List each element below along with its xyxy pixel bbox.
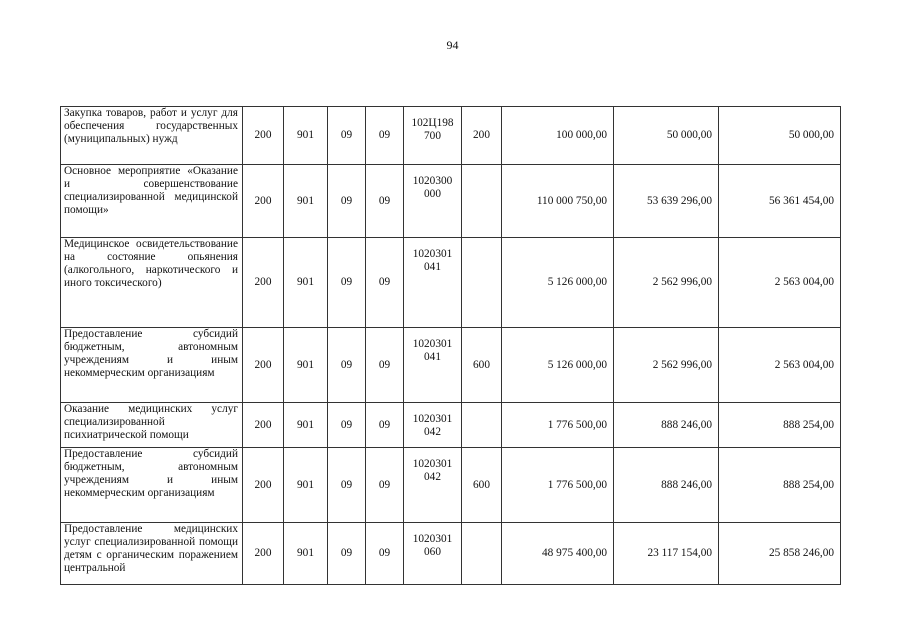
table-cell-expense-type — [462, 403, 502, 448]
table-cell-name: Основное мероприятие «Оказание и совершенствование специализированной медицинской помощи» — [61, 165, 243, 238]
table-cell-name: Предоставление медицинских услуг специализированной помощи детям с органическим поражением центральной — [61, 523, 243, 585]
table-cell-code: 200 — [243, 448, 284, 523]
table-cell-target-article: 1020301 042 — [404, 448, 462, 523]
table-cell-expense-type: 600 — [462, 328, 502, 403]
table-cell-amount-2: 2 563 004,00 — [719, 238, 841, 328]
table-cell-expense-type — [462, 165, 502, 238]
table-cell-total: 5 126 000,00 — [502, 238, 614, 328]
table-cell-amount-2: 888 254,00 — [719, 403, 841, 448]
table-row — [61, 328, 841, 403]
table-cell-section: 09 — [328, 238, 366, 328]
table-cell-amount-2: 50 000,00 — [719, 107, 841, 165]
table-cell-amount-2: 2 563 004,00 — [719, 328, 841, 403]
table-cell-target-article: 1020301 041 — [404, 328, 462, 403]
table-cell-amount-1: 53 639 296,00 — [614, 165, 719, 238]
table-cell-subsection: 09 — [366, 523, 404, 585]
table-cell-grbs: 901 — [284, 107, 328, 165]
table-cell-section: 09 — [328, 165, 366, 238]
table-cell-section: 09 — [328, 107, 366, 165]
table-cell-grbs: 901 — [284, 238, 328, 328]
table-cell-target-article: 1020301 060 — [404, 523, 462, 585]
table-cell-target-article: 1020300 000 — [404, 165, 462, 238]
table-cell-section: 09 — [328, 328, 366, 403]
table-cell-section: 09 — [328, 523, 366, 585]
table-cell-subsection: 09 — [366, 403, 404, 448]
table-cell-subsection: 09 — [366, 165, 404, 238]
table-cell-expense-type — [462, 238, 502, 328]
table-cell-name: Предоставление субсидий бюджетным, автономным учреждениям и иным некоммерческим организациям — [61, 448, 243, 523]
table-cell-expense-type — [462, 523, 502, 585]
table-cell-amount-2: 56 361 454,00 — [719, 165, 841, 238]
table-cell-amount-1: 23 117 154,00 — [614, 523, 719, 585]
table-cell-grbs: 901 — [284, 403, 328, 448]
table-row — [61, 448, 841, 523]
table-cell-amount-1: 2 562 996,00 — [614, 328, 719, 403]
table-row — [61, 523, 841, 585]
table-row — [61, 403, 841, 448]
table-row — [61, 238, 841, 328]
table-cell-total: 48 975 400,00 — [502, 523, 614, 585]
table-cell-subsection: 09 — [366, 328, 404, 403]
table-cell-code: 200 — [243, 403, 284, 448]
table-cell-amount-1: 2 562 996,00 — [614, 238, 719, 328]
table-cell-code: 200 — [243, 523, 284, 585]
page-number: 94 — [446, 38, 459, 52]
table-cell-grbs: 901 — [284, 328, 328, 403]
table-cell-grbs: 901 — [284, 523, 328, 585]
table-cell-name: Медицинское освидетельствование на состояние опьянения (алкогольного, наркотического и иного токсического) — [61, 238, 243, 328]
table-cell-target-article: 1020301 042 — [404, 403, 462, 448]
table-cell-total: 100 000,00 — [502, 107, 614, 165]
table-row — [61, 107, 841, 165]
table-cell-amount-1: 50 000,00 — [614, 107, 719, 165]
budget-table — [60, 106, 841, 585]
table-cell-subsection: 09 — [366, 107, 404, 165]
table-cell-total: 1 776 500,00 — [502, 448, 614, 523]
table-cell-code: 200 — [243, 238, 284, 328]
table-cell-subsection: 09 — [366, 448, 404, 523]
table-cell-target-article: 102Ц198 700 — [404, 107, 462, 165]
table-cell-amount-2: 888 254,00 — [719, 448, 841, 523]
table-cell-total: 5 126 000,00 — [502, 328, 614, 403]
table-cell-grbs: 901 — [284, 165, 328, 238]
table-cell-section: 09 — [328, 403, 366, 448]
table-cell-subsection: 09 — [366, 238, 404, 328]
table-row — [61, 165, 841, 238]
table-cell-section: 09 — [328, 448, 366, 523]
table-cell-grbs: 901 — [284, 448, 328, 523]
table-cell-amount-1: 888 246,00 — [614, 448, 719, 523]
table-cell-target-article: 1020301 041 — [404, 238, 462, 328]
table-cell-amount-1: 888 246,00 — [614, 403, 719, 448]
table-cell-expense-type: 600 — [462, 448, 502, 523]
table-cell-code: 200 — [243, 107, 284, 165]
table-cell-total: 1 776 500,00 — [502, 403, 614, 448]
table-cell-total: 110 000 750,00 — [502, 165, 614, 238]
table-cell-code: 200 — [243, 328, 284, 403]
table-cell-expense-type: 200 — [462, 107, 502, 165]
table-cell-name: Оказание медицинских услуг специализированной психиатрической помощи — [61, 403, 243, 448]
table-cell-name: Предоставление субсидий бюджетным, автономным учреждениям и иным некоммерческим организациям — [61, 328, 243, 403]
table-cell-name: Закупка товаров, работ и услуг для обеспечения государственных (муниципальных) нужд — [61, 107, 243, 165]
table-cell-amount-2: 25 858 246,00 — [719, 523, 841, 585]
table-cell-code: 200 — [243, 165, 284, 238]
